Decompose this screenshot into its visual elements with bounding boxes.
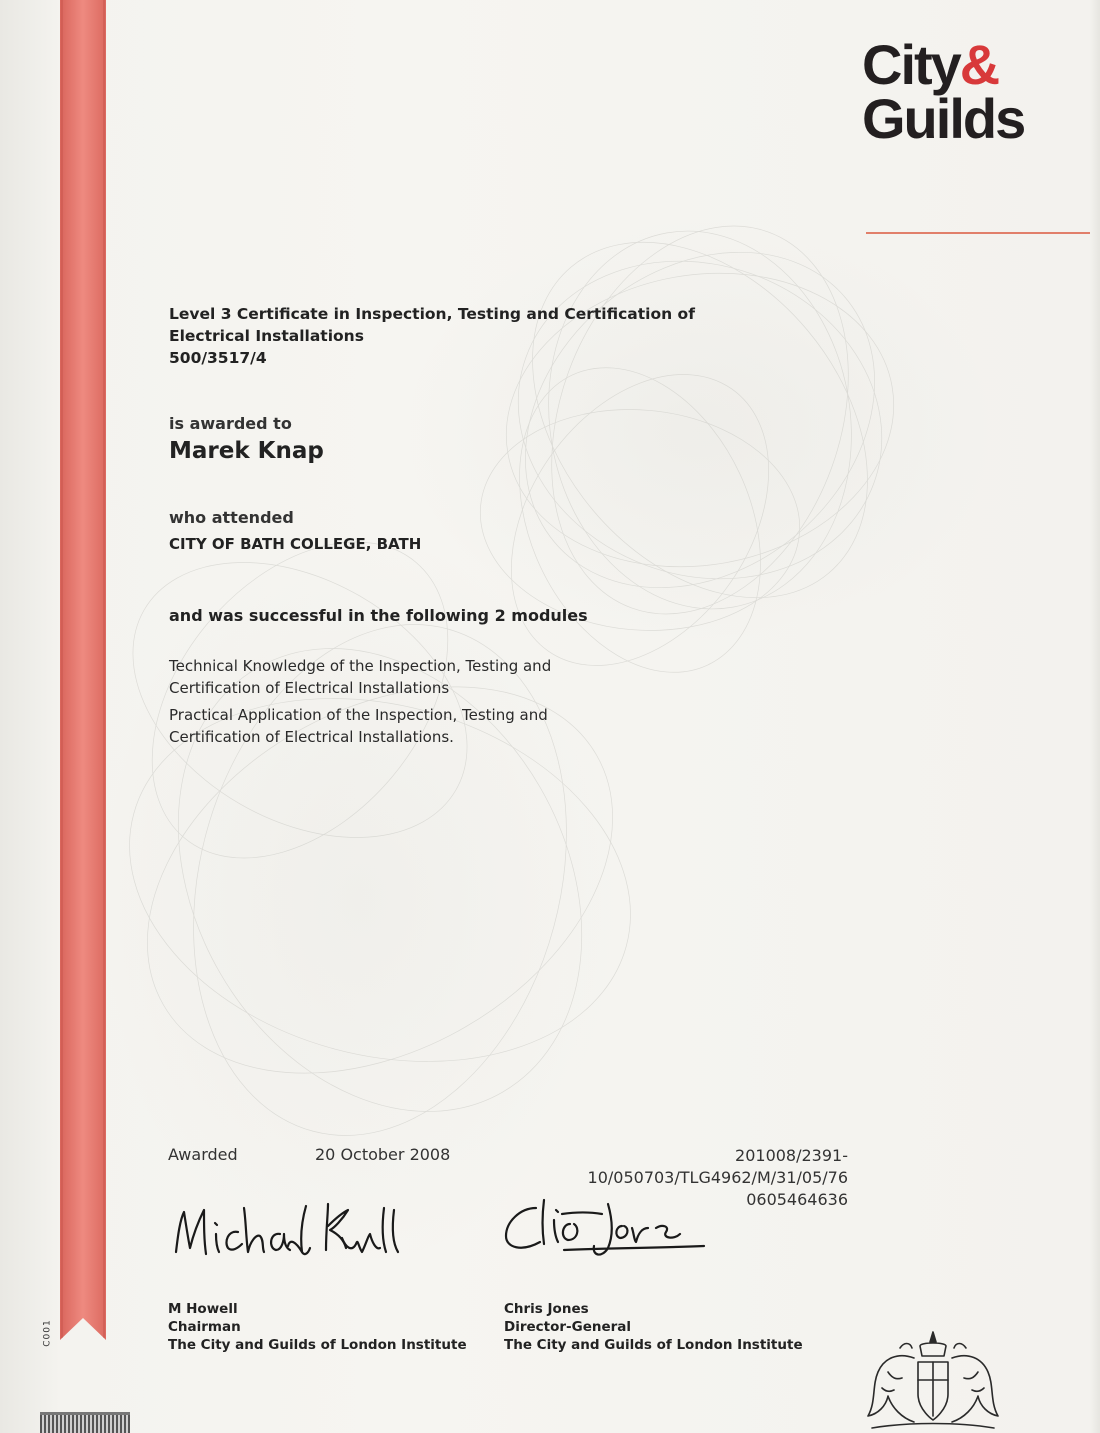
centre-name: CITY OF BATH COLLEGE, BATH [169,535,422,553]
chairman-signature [166,1190,426,1280]
signatory-organisation: The City and Guilds of London Institute [504,1337,803,1353]
qualification-code: 500/3517/4 [169,349,267,367]
director-signature [498,1190,758,1280]
module-line-1: Practical Application of the Inspection, Testing and [169,706,548,724]
certificate-reference: 201008/2391-10/050703/TLG4962/M/31/05/76 [587,1146,848,1187]
security-strip [40,1412,130,1433]
signatory-role: Chairman [168,1319,241,1335]
logo-ampersand-icon: & [959,33,999,96]
corner-code: C001 [42,1319,53,1347]
module-line-2: Certification of Electrical Installations [169,679,450,697]
coat-of-arms-icon [858,1328,1008,1433]
module-item [169,655,551,699]
signatory-role: Director-General [504,1319,632,1335]
qualification-title-line-1: Level 3 Certificate in Inspection, Testing and Certification of [169,305,695,323]
logo-city-text: City [862,33,960,96]
signatory-name: M Howell [168,1301,238,1317]
modules-list [169,655,551,753]
awarded-label: Awarded [168,1145,238,1164]
signatory-name: Chris Jones [504,1301,589,1317]
signatory-chairman [168,1300,467,1354]
modules-heading: and was successful in the following 2 modules [169,606,588,625]
qualification-title-line-2: Electrical Installations [169,327,364,345]
certificate-serial: 0605464636 [746,1190,848,1209]
attended-label: who attended [169,508,294,527]
awarded-to-label: is awarded to [169,414,292,433]
recipient-name: Marek Knap [169,438,324,464]
awarded-date: 20 October 2008 [315,1145,451,1164]
signatory-organisation: The City and Guilds of London Institute [168,1337,467,1353]
logo-line-1 [862,33,1042,96]
module-line-2: Certification of Electrical Installations. [169,728,454,746]
header-rule [866,232,1090,234]
signatory-director-general [504,1300,803,1354]
module-line-1: Technical Knowledge of the Inspection, Testing and [169,657,552,675]
module-item [169,704,551,748]
qualification-block [169,303,695,369]
red-ribbon [60,0,106,1340]
logo-guilds-text: Guilds [862,87,1025,150]
city-and-guilds-logo [862,33,1042,156]
